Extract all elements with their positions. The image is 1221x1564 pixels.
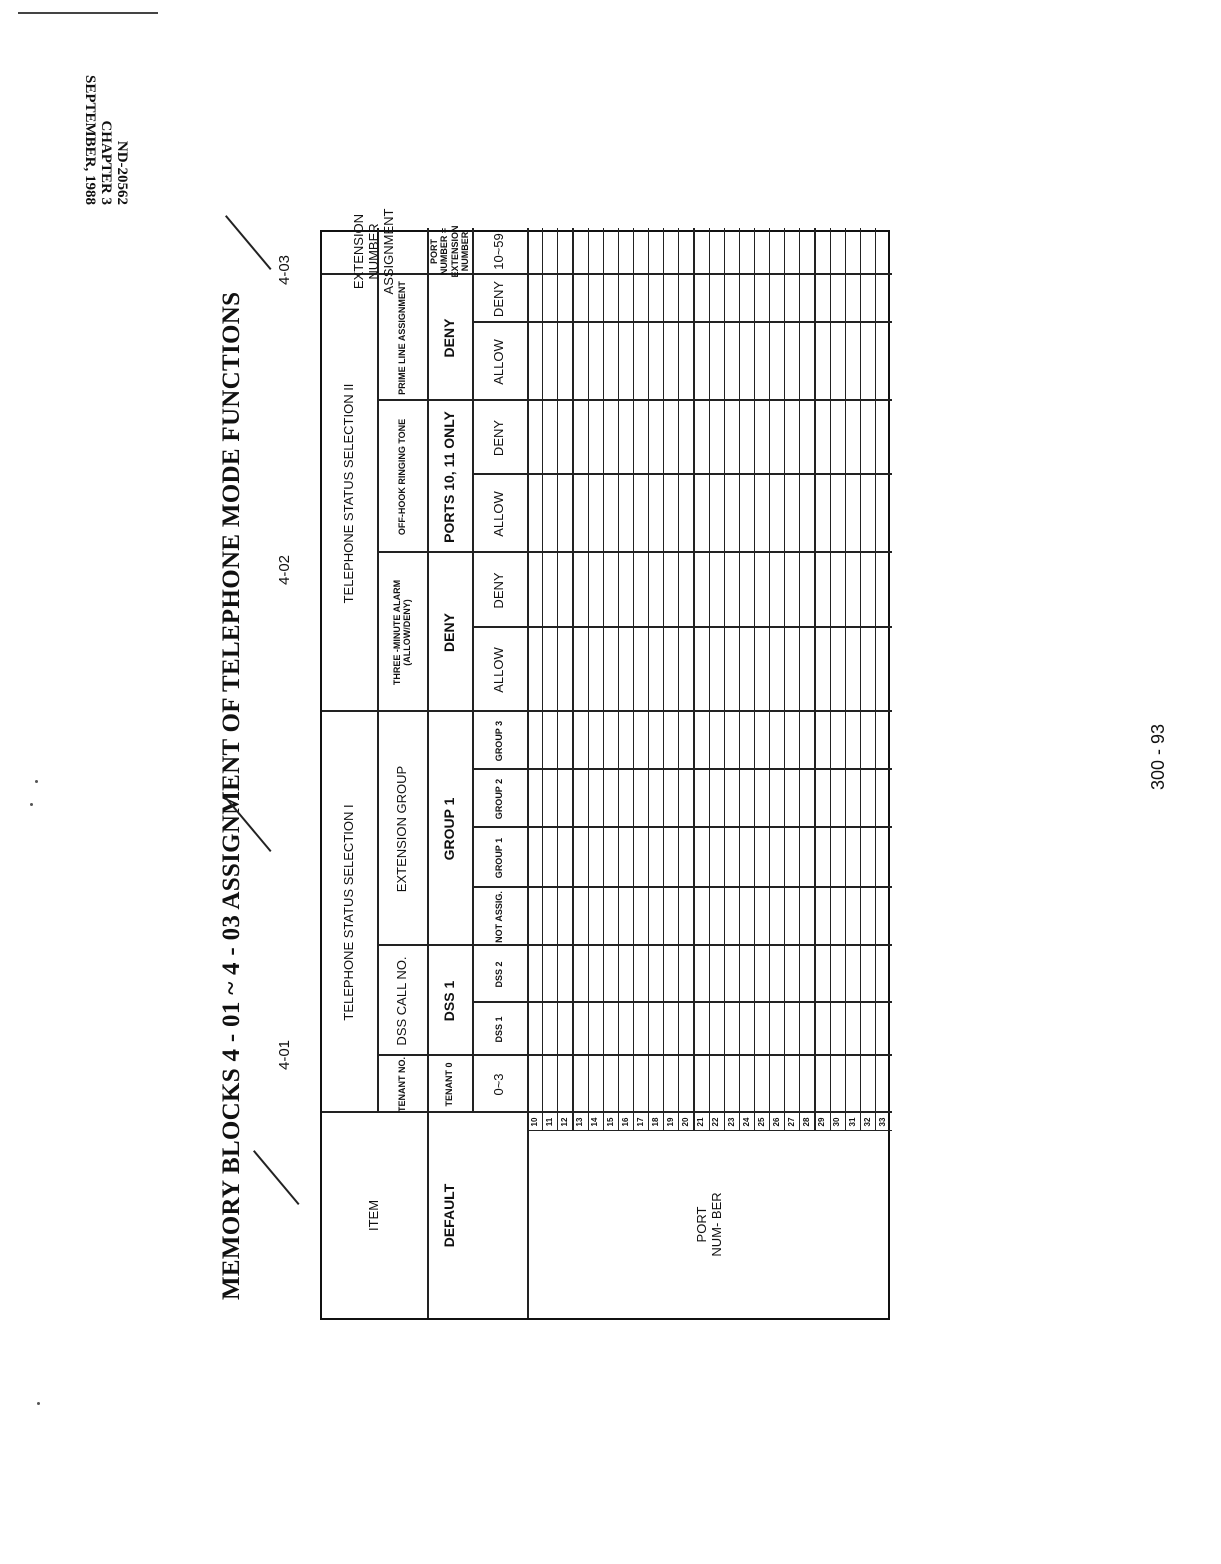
default-dss: DSS 1 (441, 980, 458, 1022)
option-group2: GROUP 2 (494, 778, 505, 820)
page-number: 300 - 93 (1148, 723, 1168, 790)
port-number: 27 (787, 1117, 797, 1127)
sub-off-hook-ringing: OFF-HOOK RINGING TONE (396, 418, 407, 536)
port-number: 11 (545, 1117, 555, 1127)
port-number: 20 (681, 1117, 691, 1127)
sub-dss-call-no: DSS CALL NO. (393, 956, 409, 1046)
row-line (724, 228, 725, 1131)
block-label-403: 4-03 (276, 254, 293, 285)
row-line (769, 228, 770, 1131)
row-line (860, 228, 861, 1131)
default-label: DEFAULT (441, 1183, 458, 1248)
row-line (799, 228, 800, 1131)
row-line (754, 228, 755, 1131)
default-group: GROUP 1 (441, 797, 458, 861)
default-prime: DENY (441, 318, 458, 358)
option-alarm-allow: ALLOW (491, 647, 507, 693)
row-line (663, 228, 664, 1131)
port-number: 22 (711, 1117, 721, 1127)
item-label: ITEM (366, 1199, 382, 1232)
row-line (875, 228, 876, 1131)
option-ext-range: 10~59 (491, 233, 507, 270)
row-line (693, 228, 694, 1131)
port-number: 26 (771, 1117, 781, 1127)
block-label-402: 4-02 (276, 554, 293, 585)
sub-port-ext: PORT NUMBER = EXTENSION NUMBER (428, 225, 470, 278)
option-group1: GROUP 1 (494, 837, 505, 879)
option-offhook-allow: ALLOW (491, 491, 507, 537)
port-number: 15 (605, 1117, 615, 1127)
port-number: 21 (696, 1117, 706, 1127)
option-group3: GROUP 3 (494, 720, 505, 762)
row-line (709, 228, 710, 1131)
port-number: 19 (666, 1117, 676, 1127)
port-number: 18 (650, 1117, 660, 1127)
port-number: 10 (529, 1117, 539, 1127)
port-number: 25 (756, 1117, 766, 1127)
page-title: MEMORY BLOCKS 4 - 01 ~ 4 - 03 ASSIGNMENT OF TELEPHONE MODE FUNCTIONS (218, 291, 245, 1300)
row-line (603, 228, 604, 1131)
row-line (588, 228, 589, 1131)
option-offhook-deny: DENY (491, 419, 507, 457)
port-number: 13 (575, 1117, 585, 1127)
group-tss1: TELEPHONE STATUS SELECTION I (341, 804, 357, 1021)
group-ext-assign: EXTENSION NUMBER ASSIGNMENT (351, 208, 396, 295)
option-prime-allow: ALLOW (491, 339, 507, 385)
option-not-assig: NOT ASSIG. (494, 891, 505, 943)
port-number: 12 (560, 1117, 570, 1127)
option-alarm-deny: DENY (491, 572, 507, 609)
group-tss2: TELEPHONE STATUS SELECTION II (341, 383, 357, 604)
row-line (633, 228, 634, 1131)
port-number: 16 (620, 1117, 630, 1127)
port-number: 29 (817, 1117, 827, 1127)
default-alarm: DENY (441, 613, 458, 652)
document-header (82, 75, 130, 205)
row-line (648, 228, 649, 1131)
row-line (739, 228, 740, 1131)
port-number: 28 (802, 1117, 812, 1127)
sub-three-minute-alarm: THREE -MINUTE ALARM (ALLOW/DENY) (391, 579, 412, 686)
row-line (830, 228, 831, 1131)
scan-speck (30, 803, 33, 806)
port-number: 14 (590, 1117, 600, 1127)
block-label-401: 4-01 (276, 1039, 293, 1070)
option-tenant-range: 0~3 (491, 1073, 507, 1096)
default-tenant: TENANT 0 (444, 1062, 455, 1107)
doc-chapter: CHAPTER 3 (98, 120, 114, 206)
row-line (784, 228, 785, 1131)
assignment-table (320, 208, 890, 1320)
row-line (557, 228, 558, 1131)
scan-speck (37, 1402, 40, 1405)
option-prime-deny: DENY (491, 280, 507, 318)
scan-speck (35, 780, 38, 783)
option-dss2: DSS 2 (494, 961, 505, 988)
doc-number: ND-20562 (114, 140, 130, 206)
rotated-form (210, 208, 890, 1320)
port-number-label: PORT NUM- BER (693, 1192, 724, 1257)
sub-extension-group: EXTENSION GROUP (393, 765, 409, 893)
row-line (678, 228, 679, 1131)
port-number: 33 (877, 1117, 887, 1127)
row-line (542, 228, 543, 1131)
sub-prime-line: PRIME LINE ASSIGNMENT (396, 281, 407, 395)
leader-401 (253, 1150, 299, 1205)
port-number: 31 (847, 1117, 857, 1127)
row-line (618, 228, 619, 1131)
port-number: 17 (635, 1117, 645, 1127)
port-number: 32 (862, 1117, 872, 1127)
doc-date: SEPTEMBER, 1988 (82, 75, 98, 206)
row-line (572, 228, 573, 1131)
sub-tenant-no: TENANT NO. (396, 1057, 407, 1112)
row-line (814, 228, 815, 1131)
default-offhook: PORTS 10, 11 ONLY (441, 411, 458, 543)
option-dss1: DSS 1 (494, 1016, 505, 1043)
row-line (845, 228, 846, 1131)
port-number: 23 (726, 1117, 736, 1127)
scan-artifact (18, 12, 158, 14)
port-number: 24 (741, 1117, 751, 1127)
port-number: 30 (832, 1117, 842, 1127)
